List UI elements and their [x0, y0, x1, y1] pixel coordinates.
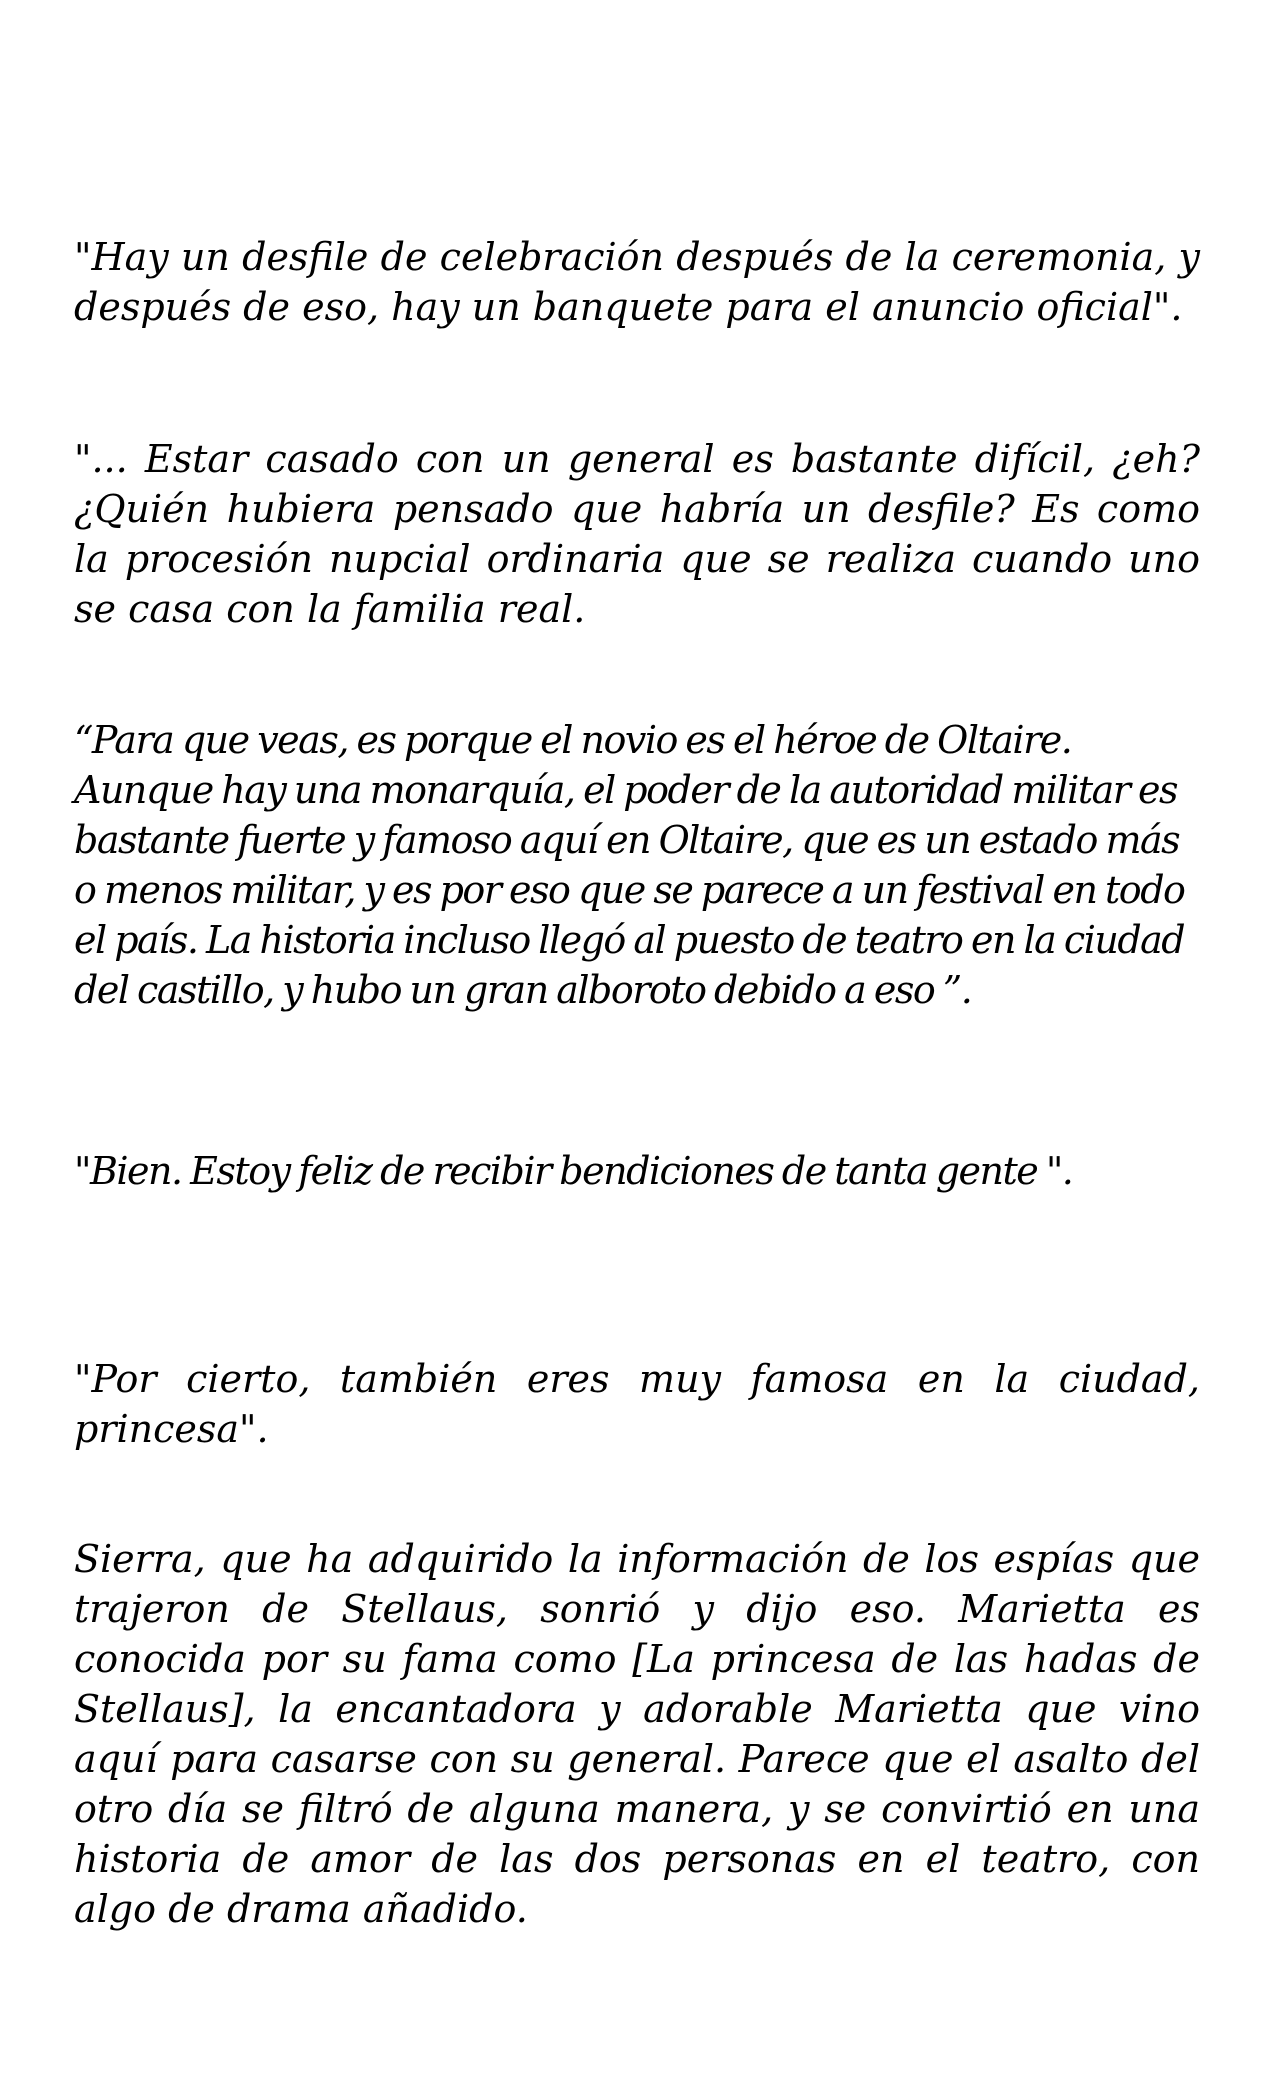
- paragraph-famous-princess: "Por cierto, también eres muy famosa en la ciudad, princesa".: [74, 1357, 1200, 1451]
- paragraph-blessings: "Bien. Estoy feliz de recibir bendiciones de tanta gente ".: [74, 1149, 1073, 1193]
- paragraph-hero-of-oltaire: “Para que veas, es porque el novio es el héroe de Oltaire. Aunque hay una monarquía, el poder de la autoridad militar es bastante fuerte y famoso aquí en Oltaire, que es un estado más o menos militar, y es por eso que se parece a un festival en todo el país. La historia incluso llegó al puesto de teatro en la ciudad del castillo, y hubo un gran alboroto debido a eso ”.: [74, 718, 1185, 1012]
- paragraph-married-to-general: "... Estar casado con un general es bastante difícil, ¿eh? ¿Quién hubiera pensado que habría un desfile? Es como la procesión nupcial ordinaria que se realiza cuando uno se casa con la familia real.: [74, 437, 1200, 631]
- paragraph-sierra-spies: Sierra, que ha adquirido la información de los espías que trajeron de Stellaus, sonrió y dijo eso. Marietta es conocida por su fama como [La princesa de las hadas de Stellaus], la encantadora y adorable Marietta que vino aquí para casarse con su general. Parece que el asalto del otro día se filtró de alguna manera, y se convirtió en una historia de amor de las dos personas en el teatro, con algo de drama añadido.: [74, 1537, 1200, 1931]
- paragraph-celebration-parade: "Hay un desfile de celebración después de la ceremonia, y después de eso, hay un banquete para el anuncio oficial".: [74, 235, 1200, 329]
